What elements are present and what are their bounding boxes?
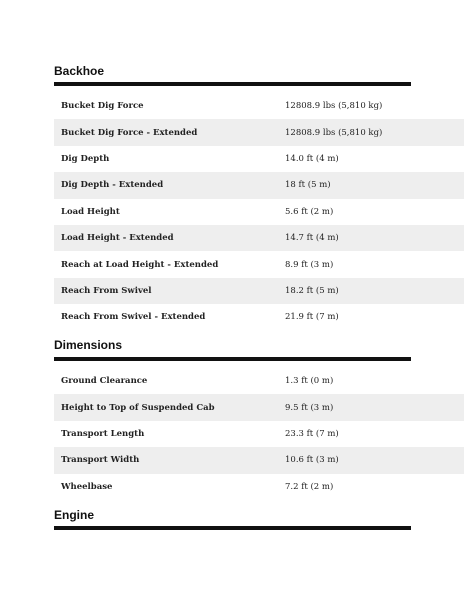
spec-row	[54, 251, 464, 277]
spec-label: Transport Width	[61, 455, 140, 466]
spec-value: 18 ft (5 m)	[285, 180, 331, 191]
spec-row	[54, 119, 464, 145]
spec-label: Height to Top of Suspended Cab	[61, 402, 215, 413]
section-rule-engine	[54, 526, 411, 530]
spec-label: Dig Depth - Extended	[61, 180, 164, 191]
spec-value: 1.3 ft (0 m)	[285, 376, 334, 387]
spec-row	[54, 199, 464, 225]
spec-label: Bucket Dig Force - Extended	[61, 127, 198, 138]
spec-row	[54, 368, 464, 394]
spec-label: Ground Clearance	[61, 376, 148, 387]
spec-value: 10.6 ft (3 m)	[285, 455, 339, 466]
spec-value: 21.9 ft (7 m)	[285, 312, 339, 323]
spec-value: 14.0 ft (4 m)	[285, 153, 339, 164]
spec-value: 8.9 ft (3 m)	[285, 259, 334, 270]
spec-value: 14.7 ft (4 m)	[285, 233, 339, 244]
spec-table-backhoe	[54, 93, 464, 331]
spec-table-dimensions	[54, 368, 464, 500]
spec-row	[54, 304, 464, 330]
spec-row	[54, 421, 464, 447]
section-rule-backhoe	[54, 82, 411, 86]
spec-label: Reach From Swivel	[61, 285, 152, 296]
spec-row	[54, 394, 464, 420]
spec-label: Reach at Load Height - Extended	[61, 259, 219, 270]
spec-label: Load Height - Extended	[61, 233, 174, 244]
spec-row	[54, 225, 464, 251]
spec-row	[54, 172, 464, 198]
spec-value: 5.6 ft (2 m)	[285, 206, 334, 217]
spec-label: Reach From Swivel - Extended	[61, 312, 206, 323]
spec-row	[54, 93, 464, 119]
spec-row	[54, 474, 464, 500]
spec-value: 12808.9 lbs (5,810 kg)	[285, 127, 383, 138]
spec-label: Dig Depth	[61, 153, 110, 164]
spec-label: Wheelbase	[61, 481, 113, 492]
section-title-dimensions: Dimensions	[54, 338, 123, 352]
spec-value: 12808.9 lbs (5,810 kg)	[285, 101, 383, 112]
spec-row	[54, 146, 464, 172]
spec-row	[54, 278, 464, 304]
spec-label: Load Height	[61, 206, 120, 217]
spec-value: 7.2 ft (2 m)	[285, 481, 334, 492]
spec-value: 18.2 ft (5 m)	[285, 285, 339, 296]
spec-value: 23.3 ft (7 m)	[285, 428, 339, 439]
section-title-backhoe: Backhoe	[54, 64, 105, 78]
section-title-engine: Engine	[54, 508, 95, 522]
spec-label: Bucket Dig Force	[61, 101, 144, 112]
spec-value: 9.5 ft (3 m)	[285, 402, 334, 413]
section-rule-dimensions	[54, 357, 411, 361]
spec-label: Transport Length	[61, 428, 145, 439]
spec-row	[54, 447, 464, 473]
